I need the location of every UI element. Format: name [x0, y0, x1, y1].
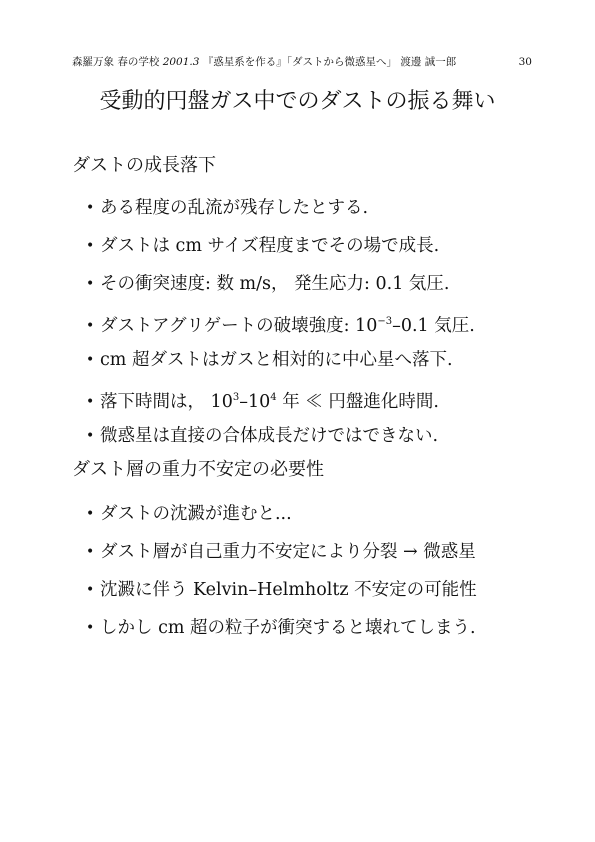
section-heading-gravitational-instability: ダスト層の重力不安定の必要性 — [72, 459, 324, 480]
bullet-icon: • — [86, 620, 95, 636]
exponent: −3 — [377, 316, 393, 327]
list-item: • 落下時間は， $10^3-10^4$ 年 ≪ 円盤進化時間. — [86, 384, 546, 422]
bullet-icon: • — [86, 582, 95, 598]
page-number: 30 — [518, 56, 532, 68]
list-item: • その衝突速度: 数 m/s， 発生応力: 0.1 気圧. — [86, 270, 546, 308]
bullet-icon: • — [86, 200, 95, 216]
list-item: • ダストの沈澱が進むと... — [86, 500, 546, 538]
slide-title: 受動的円盤ガス中でのダストの振る舞い — [99, 89, 496, 114]
list-item: • ある程度の乱流が残存したとする. — [86, 194, 546, 232]
header-suffix: 『惑星系を作る』「ダストから微惑星へ」 渡邊 誠一郎 — [199, 56, 457, 68]
header-citation — [72, 54, 456, 70]
list-item: • ダストは cm サイズ程度までその場で成長. — [86, 232, 546, 270]
header-date: 2001.3 — [162, 56, 200, 68]
list-item: • cm 超ダストはガスと相対的に中心星へ落下. — [86, 346, 546, 384]
bullet-icon: • — [86, 238, 95, 254]
list-item: • 微惑星は直接の合体成長だけではできない. — [86, 422, 546, 460]
bullet-icon: • — [86, 506, 95, 522]
bullet-icon: • — [86, 428, 95, 444]
exponent: 3 — [232, 392, 240, 403]
bullet-list-gravitational-instability — [86, 500, 546, 652]
bullet-icon: • — [86, 394, 95, 410]
list-item: • ダスト層が自己重力不安定により分裂 → 微惑星 — [86, 538, 546, 576]
bullet-icon: • — [86, 352, 95, 368]
bullet-icon: • — [86, 544, 95, 560]
bullet-list-dust-growth — [86, 194, 546, 460]
page-header — [72, 54, 532, 70]
list-item: • 沈澱に伴う Kelvin–Helmholtz 不安定の可能性 — [86, 576, 546, 614]
bullet-icon: • — [86, 276, 95, 292]
list-item: • しかし cm 超の粒子が衝突すると壊れてしまう. — [86, 614, 546, 652]
header-prefix: 森羅万象 春の学校 — [72, 56, 163, 68]
section-heading-dust-growth: ダストの成長落下 — [72, 155, 216, 176]
bullet-icon: • — [86, 318, 95, 334]
exponent: 4 — [270, 392, 277, 403]
list-item: • ダストアグリゲートの破壊強度: $10^{-3}-0.1$ 気圧. — [86, 308, 546, 346]
